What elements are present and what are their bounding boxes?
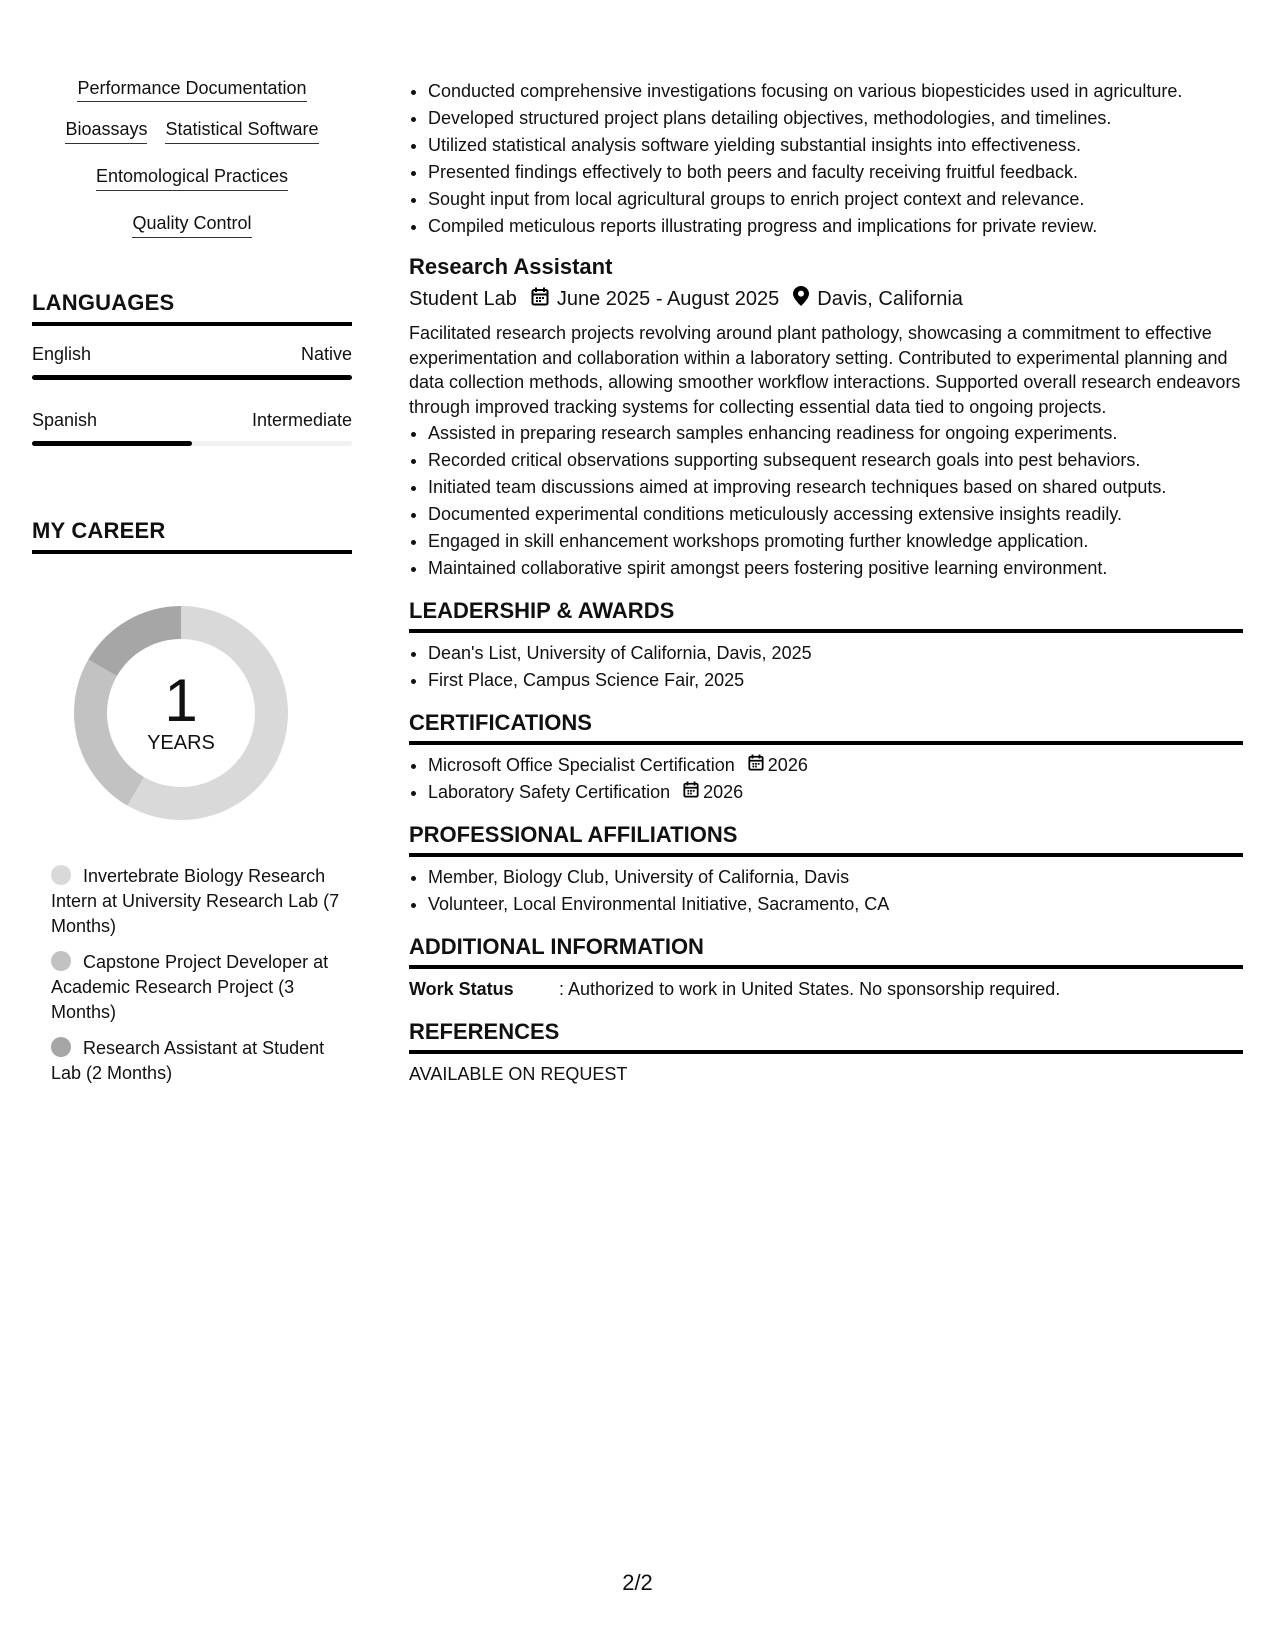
career-legend-label: Invertebrate Biology Research Intern at University Research Lab (7 Months) (51, 866, 340, 936)
bullet-item: • Utilized statistical analysis software yielding substantial insights into effectiveness. (428, 132, 1243, 159)
job-meta (409, 286, 1243, 312)
job-description: Facilitated research projects revolving around plant pathology, showcasing a commitment to effective experimentation and collaboration within a laboratory setting. Contributed to experimental planning and data collection methods, allowing smoother workflow interactions. Supported overall research endeavors through improved tracking systems for collecting essential data tied to ongoing projects. (409, 323, 1241, 417)
skills-row (32, 166, 352, 191)
award-item: • Dean's List, University of California, Davis, 2025 (428, 640, 1243, 667)
page-number: 2/2 (622, 1570, 653, 1595)
job-bullets (409, 420, 1243, 582)
certification-item (428, 752, 1243, 779)
award-item: • First Place, Campus Science Fair, 2025 (428, 667, 1243, 694)
bullet-item: • Maintained collaborative spirit amongst peers fostering positive learning environment. (428, 555, 1243, 582)
prev-job-bullets (409, 78, 1243, 240)
career-total-value: 1 (164, 666, 198, 734)
career-legend-item (51, 1036, 341, 1086)
bullet-item: • Documented experimental conditions meticulously accessing extensive insights readily. (428, 501, 1243, 528)
calendar-icon (748, 752, 768, 779)
job-title: Research Assistant (409, 254, 613, 279)
language-proficiency-fill (32, 375, 352, 380)
career-total-unit: YEARS (147, 731, 215, 754)
skills-row (32, 213, 352, 238)
language-proficiency-bar (32, 375, 352, 380)
skill-tag: Statistical Software (165, 119, 318, 144)
main-content (409, 78, 1243, 1085)
work-status-value: : Authorized to work in United States. No sponsorship required. (559, 979, 1061, 999)
calendar-icon (683, 779, 703, 806)
bullet-item: • Conducted comprehensive investigations focusing on various biopesticides used in agriculture. (428, 78, 1243, 105)
affiliations-list (409, 864, 1243, 918)
career-legend-label: Capstone Project Developer at Academic Research Project (3 Months) (51, 952, 329, 1022)
skill-tag: Bioassays (65, 119, 147, 144)
skill-tag (32, 78, 352, 99)
skill-text: Performance Documentation (77, 78, 306, 102)
languages-heading: LANGUAGES (32, 290, 352, 326)
career-donut-chart (66, 598, 296, 828)
language-item (32, 344, 352, 380)
language-level: Native (300, 344, 352, 364)
additional-info-heading: ADDITIONAL INFORMATION (409, 934, 1243, 969)
sidebar (32, 78, 352, 1097)
skill-tag: Quality Control (132, 213, 251, 238)
calendar-icon (531, 287, 549, 312)
career-legend-item (51, 864, 341, 939)
language-proficiency-bar (32, 441, 352, 446)
language-name: Spanish (32, 410, 98, 430)
bullet-item: • Presented findings effectively to both peers and faculty receiving fruitful feedback. (428, 159, 1243, 186)
affiliations-heading: PROFESSIONAL AFFILIATIONS (409, 822, 1243, 857)
language-item (32, 410, 352, 446)
map-pin-icon (793, 286, 809, 312)
bullet-item: • Initiated team discussions aimed at improving research techniques based on shared outputs. (428, 474, 1243, 501)
bullet-item: • Engaged in skill enhancement workshops promoting further knowledge application. (428, 528, 1243, 555)
bullet-item: • Assisted in preparing research samples enhancing readiness for ongoing experiments. (428, 420, 1243, 447)
references-text: AVAILABLE ON REQUEST (409, 1064, 628, 1084)
skills-list (32, 78, 352, 99)
references-heading: REFERENCES (409, 1019, 1243, 1054)
certification-year: 2026 (703, 782, 744, 802)
bullet-item: • Compiled meticulous reports illustrating progress and implications for private review. (428, 213, 1243, 240)
legend-dot (51, 951, 71, 971)
certifications-heading: CERTIFICATIONS (409, 710, 1243, 745)
certification-year: 2026 (767, 755, 808, 775)
career-legend (51, 864, 341, 1086)
skills-row (32, 119, 352, 144)
language-name: English (32, 344, 92, 364)
job-company: Student Lab (409, 287, 517, 310)
job-dates: June 2025 - August 2025 (556, 287, 780, 310)
skill-tag: Entomological Practices (96, 166, 288, 191)
language-level: Intermediate (251, 410, 352, 430)
job-location: Davis, California (817, 287, 963, 310)
bullet-item: • Recorded critical observations supporting subsequent research goals into pest behaviors. (428, 447, 1243, 474)
certifications-list (409, 752, 1243, 806)
certification-name: Laboratory Safety Certification (428, 782, 671, 802)
bullet-item: • Developed structured project plans detailing objectives, methodologies, and timelines. (428, 105, 1243, 132)
work-status-label: Work Status (409, 979, 514, 999)
leadership-heading: LEADERSHIP & AWARDS (409, 598, 1243, 633)
certification-name: Microsoft Office Specialist Certification (428, 755, 735, 775)
legend-dot (51, 1037, 71, 1057)
career-legend-item (51, 950, 341, 1025)
career-heading: MY CAREER (32, 518, 352, 554)
bullet-item: • Sought input from local agricultural groups to enrich project context and relevance. (428, 186, 1243, 213)
affiliation-item: • Member, Biology Club, University of California, Davis (428, 864, 1243, 891)
work-status-row (409, 976, 1243, 1003)
language-proficiency-fill (32, 441, 192, 446)
affiliation-item: • Volunteer, Local Environmental Initiative, Sacramento, CA (428, 891, 1243, 918)
career-legend-label: Research Assistant at Student Lab (2 Months) (51, 1038, 325, 1083)
leadership-list (409, 640, 1243, 694)
certification-item (428, 779, 1243, 806)
legend-dot (51, 865, 71, 885)
